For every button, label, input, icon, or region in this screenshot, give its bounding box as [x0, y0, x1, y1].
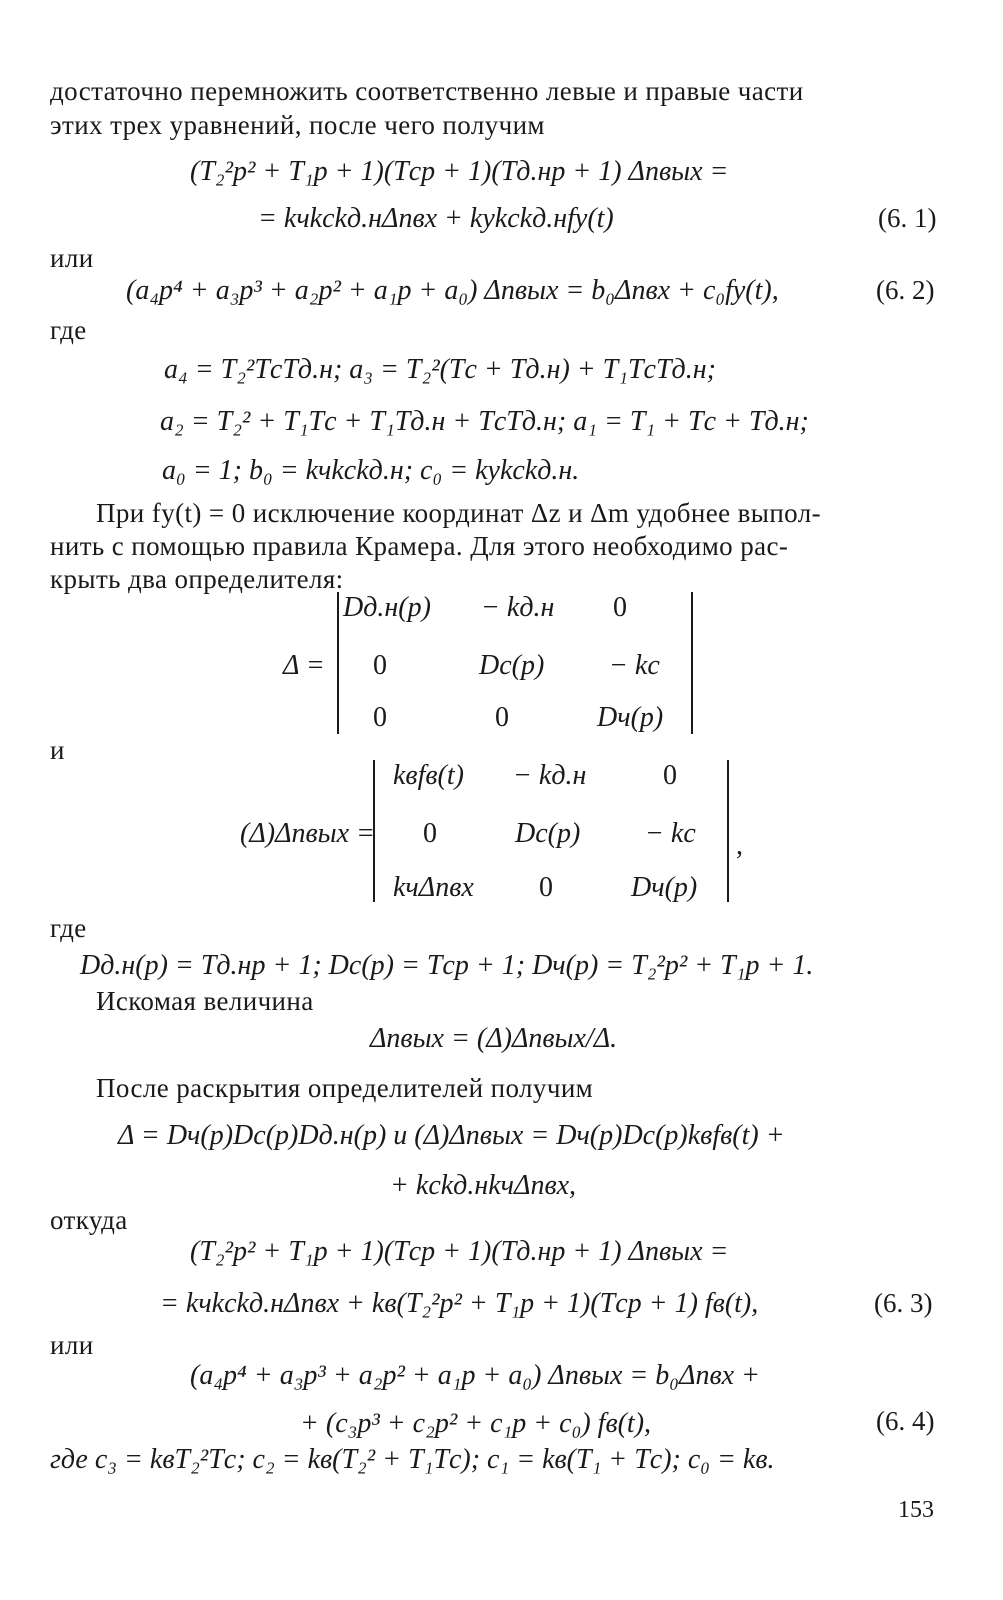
- det-cell: 0: [663, 760, 677, 791]
- equation-6-1-line-2: = kчkсkд.нΔnвх + kуkсkд.нfу(t): [258, 203, 614, 234]
- det-cell: 0: [539, 872, 553, 903]
- det-cell: 0: [495, 702, 509, 733]
- equation-6-3-line-2: = kчkсkд.нΔnвх + kв(T₂²p² + T₁p + 1)(Tсp + 1) fв(t),: [160, 1288, 759, 1319]
- word-ili: или: [50, 1330, 94, 1360]
- final-coefficients: где c₃ = kвT₂²Tс; c₂ = kв(T₂² + T₁Tс); c₁ = kв(T₁ + Tс); c₀ = kв.: [50, 1444, 775, 1475]
- det-cell: 0: [423, 818, 437, 849]
- equation-number: (6. 2): [876, 275, 935, 305]
- equation-number: (6. 3): [874, 1288, 933, 1318]
- coefficients-a2-a1: a₂ = T₂² + T₁Tс + T₁Tд.н + TсTд.н; a₁ = T₁ + Tс + Tд.н;: [160, 406, 809, 437]
- ratio-equation: Δnвых = (Δ)Δnвых/Δ.: [370, 1023, 618, 1054]
- equation-6-2: (a₄p⁴ + a₃p³ + a₂p² + a₁p + a₀) Δnвых = b₀Δnвх + c₀fу(t),: [126, 275, 779, 306]
- det-cell: Dс(p): [515, 818, 581, 849]
- det-cell: − kд.н: [513, 760, 587, 791]
- paragraph-line: Искомая величина: [96, 986, 314, 1016]
- equation-6-4-line-1: (a₄p⁴ + a₃p³ + a₂p² + a₁p + a₀) Δnвых = b₀Δnвх +: [190, 1360, 760, 1391]
- det-cell: 0: [373, 650, 387, 681]
- expansion-line-1: Δ = Dч(p)Dс(p)Dд.н(p) и (Δ)Δnвых = Dч(p)Dс(p)kвfв(t) +: [118, 1120, 785, 1151]
- determinant-label: (Δ)Δnвых =: [240, 818, 375, 849]
- det-cell: kчΔnвх: [393, 872, 474, 903]
- equation-6-3-line-1: (T₂²p² + T₁p + 1)(Tсp + 1)(Tд.нp + 1) Δnвых =: [190, 1236, 729, 1267]
- word-otkuda: откуда: [50, 1205, 128, 1235]
- det-cell: 0: [613, 592, 627, 623]
- paragraph-line: этих трех уравнений, после чего получим: [50, 110, 545, 140]
- coefficients-a4-a3: a₄ = T₂²TсTд.н; a₃ = T₂²(Tс + Tд.н) + T₁TсTд.н;: [164, 354, 716, 385]
- word-i: и: [50, 735, 65, 765]
- d-functions: Dд.н(p) = Tд.нp + 1; Dс(p) = Tсp + 1; Dч(p) = T₂²p² + T₁p + 1.: [80, 950, 814, 981]
- equation-6-4-line-2: + (c₃p³ + c₂p² + c₁p + c₀) fв(t),: [300, 1408, 652, 1439]
- det-cell: − kс: [609, 650, 660, 681]
- det-cell: Dч(p): [597, 702, 664, 733]
- coefficients-a0-b0-c0: a₀ = 1; b₀ = kчkсkд.н; c₀ = kуkсkд.н.: [162, 455, 580, 486]
- equation-number: (6. 4): [876, 1406, 935, 1436]
- det-cell: − kс: [645, 818, 696, 849]
- page-number: 153: [898, 1497, 934, 1523]
- word-gde: где: [50, 315, 87, 345]
- trailing-comma: ,: [736, 830, 743, 861]
- paragraph-line: достаточно перемножить соответственно левые и правые части: [50, 76, 804, 106]
- paragraph-line: крыть два определителя:: [50, 564, 344, 594]
- determinant-label: Δ =: [283, 650, 325, 681]
- equation-number: (6. 1): [878, 203, 937, 233]
- det-cell: Dч(p): [631, 872, 698, 903]
- paragraph-line: При fу(t) = 0 исключение координат Δz и Δm удобнее выпол-: [96, 498, 821, 528]
- determinant-delta: [337, 592, 693, 734]
- det-cell: kвfв(t): [393, 760, 464, 791]
- det-cell: 0: [373, 702, 387, 733]
- paragraph-line: После раскрытия определителей получим: [96, 1073, 594, 1103]
- expansion-line-2: + kсkд.нkчΔnвх,: [390, 1170, 577, 1201]
- det-cell: Dд.н(p): [343, 592, 431, 623]
- word-gde: где: [50, 913, 87, 943]
- det-cell: Dс(p): [479, 650, 545, 681]
- det-cell: − kд.н: [481, 592, 555, 623]
- equation-6-1-line-1: (T₂²p² + T₁p + 1)(Tсp + 1)(Tд.нp + 1) Δnвых =: [190, 156, 729, 187]
- word-ili: или: [50, 243, 94, 273]
- paragraph-line: нить с помощью правила Крамера. Для этого необходимо рас-: [50, 531, 789, 561]
- determinant-delta-n: [373, 760, 729, 902]
